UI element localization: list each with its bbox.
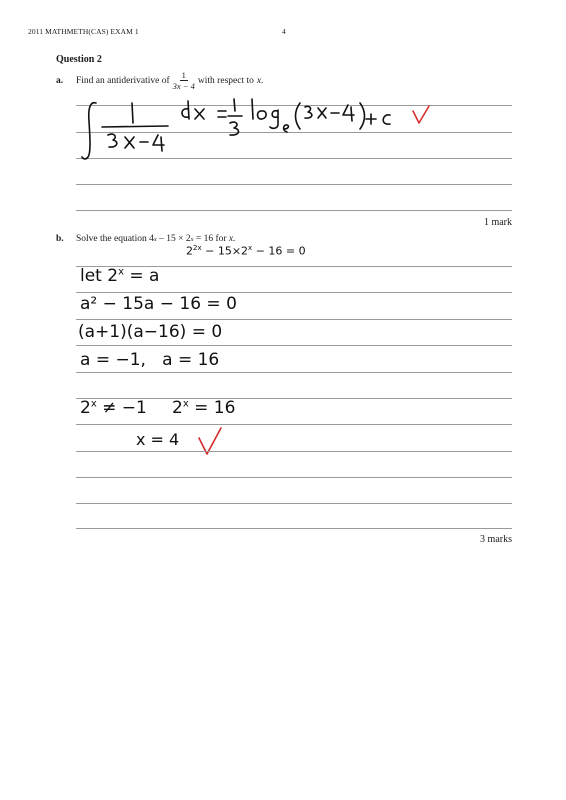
part-a-letter: a. — [56, 75, 64, 86]
part-b-exponent: x — [190, 236, 194, 243]
answer-line — [76, 345, 512, 346]
part-b-variable: x. — [228, 234, 236, 244]
question-title: Question 2 — [56, 54, 102, 65]
part-a-prompt — [56, 70, 263, 91]
part-b-text-mid1: – 15 × 2 — [156, 234, 191, 244]
part-b-marks: 3 marks — [480, 534, 512, 545]
answer-line — [76, 477, 512, 478]
part-b-exponent: x — [153, 236, 157, 243]
answer-line — [76, 184, 512, 185]
part-b-text-mid2: = 16 for — [193, 234, 229, 244]
part-a-variable: x. — [256, 75, 264, 86]
part-a-text-after: with respect to — [197, 75, 254, 86]
answer-line — [76, 372, 512, 373]
working-line-0: $2^{2x} - 15\times 2^x - 16 = 0$ — [186, 244, 306, 258]
page-number: 4 — [282, 27, 286, 36]
answer-line — [76, 210, 512, 211]
part-a-marks: 1 mark — [483, 217, 512, 228]
working-line-2: a² − 15a − 16 = 0 — [80, 294, 237, 314]
part-a-text-before: Find an antiderivative of — [76, 75, 170, 86]
working-line-5a: $2^x \ne -1$ — [80, 398, 147, 418]
exam-header-title: 2011 MATHMETH(CAS) EXAM 1 — [28, 27, 139, 36]
part-a-handwritten-answer — [80, 95, 380, 165]
answer-line — [76, 451, 512, 452]
working-line-1: let $2^x = a$ — [80, 266, 160, 286]
answer-line — [76, 424, 512, 425]
answer-line — [76, 503, 512, 504]
part-b-text-before: Solve the equation 4 — [76, 234, 154, 244]
part-b-letter: b. — [56, 234, 64, 244]
working-line-4: a = −1, a = 16 — [80, 350, 220, 370]
tick-icon — [410, 103, 432, 127]
fraction-denominator: 3x − 4 — [172, 81, 195, 91]
working-line-3: (a+1)(a−16) = 0 — [78, 322, 223, 342]
answer-line — [76, 319, 512, 320]
fraction-numerator: 1 — [181, 70, 186, 80]
answer-line — [76, 292, 512, 293]
tick-icon — [196, 424, 224, 458]
answer-line — [76, 528, 512, 529]
working-line-6: x = 4 — [136, 430, 180, 449]
working-line-5b: $2^x = 16$ — [172, 398, 236, 418]
part-b-prompt — [56, 234, 236, 244]
part-a-fraction — [173, 70, 195, 91]
